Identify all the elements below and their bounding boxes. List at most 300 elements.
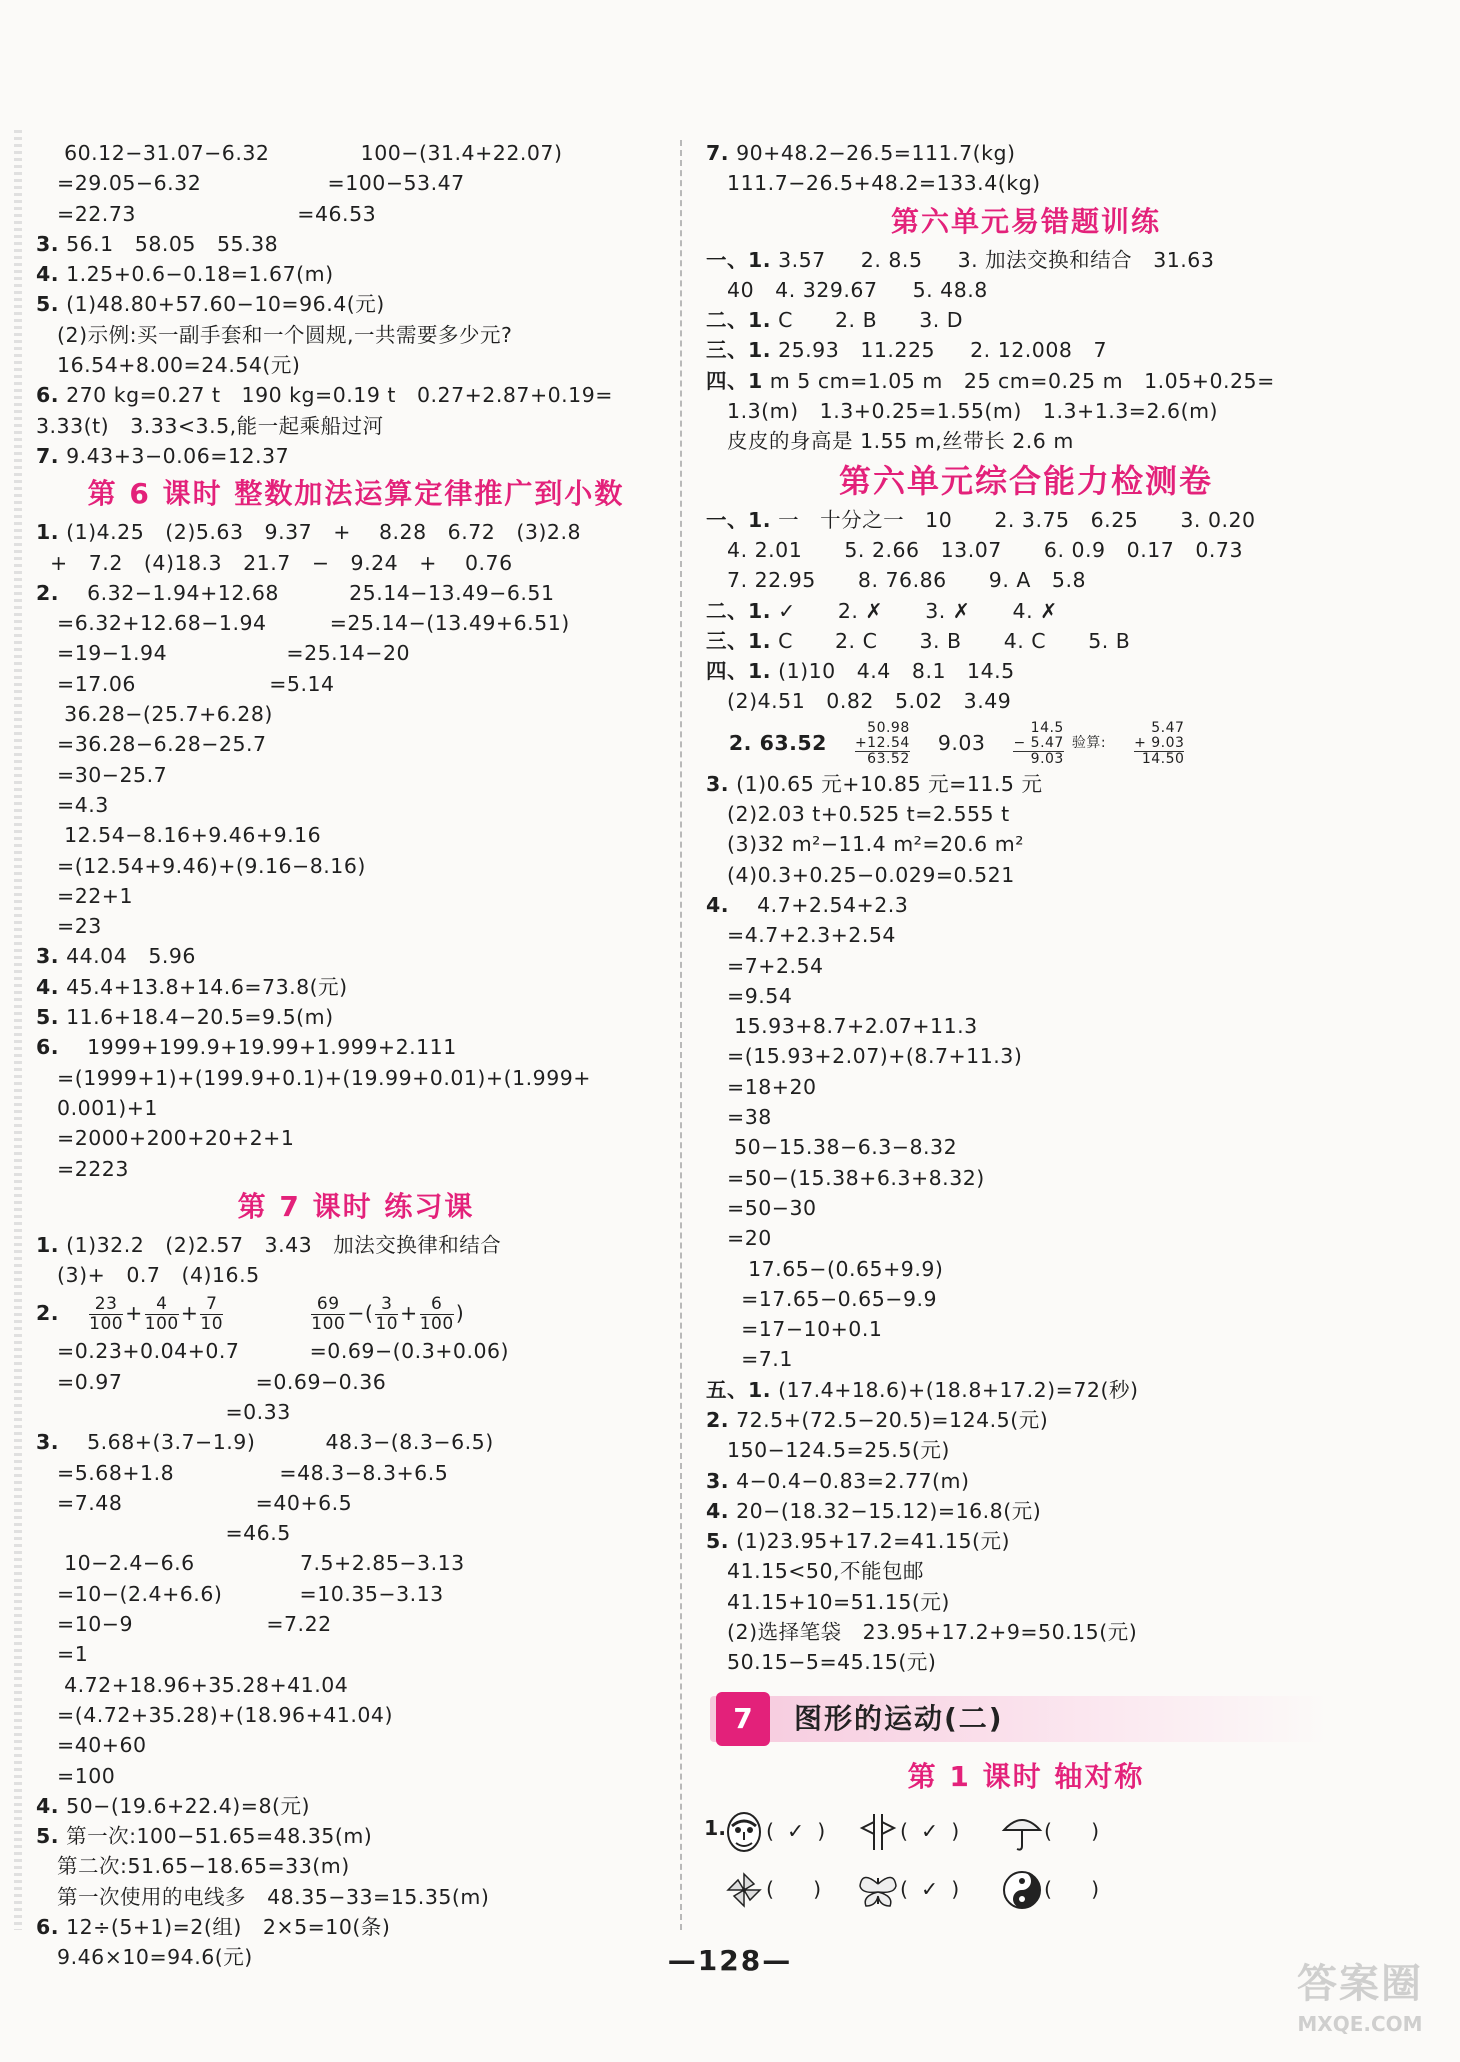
left-answer-line [36,320,676,350]
right-answer-line [706,1011,1346,1041]
answer-text: (1)10 4.4 8.1 14.5 [771,659,1015,684]
right-answer-line [706,1556,1346,1586]
operator: + [180,1301,199,1326]
answer-text: =38 [706,1105,772,1130]
question-number: 五、1. [706,1377,772,1402]
answer-text: 56.1 58.05 55.38 [59,231,279,256]
binding-edge [14,130,22,1930]
left-answer-line [36,699,676,729]
answer-mark: ( ✓ ) [766,1818,826,1843]
left-answer-line [36,1882,676,1912]
left-answer-line [36,1154,676,1184]
left-answer-line [36,548,676,578]
answer-text: 1.3(m) 1.3+0.25=1.55(m) 1.3+1.3=2.6(m) [706,399,1219,424]
answer-text: =40+60 [36,1733,147,1758]
section-heading: 第 7 课时 练习课 [237,1189,475,1223]
left-answer-line [36,1488,676,1518]
answer-text: 7. 22.95 8. 76.86 9. A 5.8 [706,568,1087,593]
right-answer-line [706,245,1346,275]
right-answer-line [706,769,1346,799]
section-heading: 第 1 课时 轴对称 [907,1759,1145,1793]
answer-text: =5.68+1.8 =48.3−8.3+6.5 [36,1460,449,1485]
answer-text: =23 [36,914,102,939]
right-answer-line [706,1314,1346,1344]
answer-mark: ( ) [1044,1876,1100,1901]
denominator: 100 [89,1313,124,1334]
stack-row: 14.50 [1141,750,1185,767]
answer-text: 10−2.4−6.6 7.5+2.85−3.13 [36,1551,465,1576]
axis-symmetry-question [706,1810,1346,1920]
left-answer-line [36,1821,676,1851]
answer-text: 9.43+3−0.06=12.37 [59,443,290,468]
right-answer-line [706,535,1346,565]
answer-text: =17.65−0.65−9.9 [706,1286,938,1311]
answer-text: =0.33 [36,1399,291,1424]
answer-text: 17.65−(0.65+9.9) [706,1256,944,1281]
answer-text: =18+20 [706,1074,817,1099]
question-number: 5. [706,1529,730,1554]
answer-text: 6.32−1.94+12.68 25.14−13.49−6.51 [59,580,555,605]
answer-text: 4.7+2.54+2.3 [729,892,909,917]
numerator: 3 [375,1295,398,1315]
right-answer-line [706,505,1346,535]
answer-text: 皮皮的身高是 1.55 m,丝带长 2.6 m [706,429,1074,454]
symmetry-item [1000,1810,1099,1854]
answer-text: (1)0.65 元+10.85 元=11.5 元 [729,771,1043,796]
stack-row: +12.54 [854,734,910,751]
right-answer-line [706,1223,1346,1253]
answer-mark: ( ) [1044,1818,1100,1843]
right-answer-line [706,335,1346,365]
fraction [200,1295,223,1334]
left-answer-line [36,851,676,881]
question-number: 6. [36,1035,60,1060]
question-number: 三、1. [706,338,772,363]
spacer [59,1301,87,1325]
question-number: 6. [36,1915,60,1940]
right-answer-line [706,396,1346,426]
left-answer-line [36,1851,676,1881]
right-answer-line [706,1072,1346,1102]
answer-text: 3.57 2. 8.5 3. 加法交换和结合 31.63 [771,247,1215,272]
left-answer-line [36,1397,676,1427]
operator: + [400,1301,418,1326]
denominator: 10 [200,1313,224,1334]
left-answer-line [36,1730,676,1760]
left-answer-line [36,1579,676,1609]
left-answer-line [36,1260,676,1290]
numerator: 6 [420,1295,454,1315]
right-answer-line [706,626,1346,656]
denominator: 100 [419,1313,454,1334]
right-answer-line [706,799,1346,829]
question-number: 5. [36,292,60,317]
left-answer-line [36,1639,676,1669]
right-answer-line [706,981,1346,1011]
answer-text: =1 [36,1642,89,1667]
answer-text: 4−0.4−0.83=2.77(m) [729,1468,970,1493]
operator: ) [455,1301,465,1326]
left-answer-line [36,1700,676,1730]
question-number: 3. [706,771,730,796]
answer-text: (1)23.95+17.2=41.15(元) [729,1529,1010,1554]
left-answer-line [36,941,676,971]
answer-text: 9.46×10=94.6(元) [36,1945,253,1970]
stack-row: 50.98 [867,719,910,736]
right-answer-line [706,1284,1346,1314]
question-number: 四、1. [706,659,772,684]
question-number: 7. [706,141,730,165]
answer-text: C 2. B 3. D [771,308,964,333]
answer-text: 4. 2.01 5. 2.66 13.07 6. 0.9 0.17 0.73 [706,537,1243,562]
answer-text: =(4.72+35.28)+(18.96+41.04) [36,1702,393,1727]
question-number: 4. [706,1498,730,1523]
right-answer-line [706,1344,1346,1374]
answer-text: =29.05−6.32 =100−53.47 [36,171,465,196]
answer-text: 50−(19.6+22.4)=8(元) [59,1793,311,1818]
right-answer-line [706,1647,1346,1677]
left-answer-line [36,1093,676,1123]
answer-text: =(12.54+9.46)+(9.16−8.16) [36,853,366,878]
answer-text: 1.25+0.6−0.18=1.67(m) [59,262,334,287]
answer-text: ✓ 2. ✗ 3. ✗ 4. ✗ [771,598,1058,623]
answer-text: (17.4+18.6)+(18.8+17.2)=72(秒) [771,1377,1139,1402]
answer-text: =7+2.54 [706,953,824,978]
question-number: 3. [36,1430,60,1455]
watermark-url: MXQE.COM [1297,2012,1423,2036]
right-answer-line [706,1163,1346,1193]
answer-text: (3)+ 0.7 (4)16.5 [36,1263,260,1288]
unit-number-badge: 7 [716,1692,770,1746]
answer-text: 270 kg=0.27 t 190 kg=0.19 t 0.27+2.87+0.19= [59,383,613,408]
section-heading: 第 6 课时 整数加法运算定律推广到小数 [87,477,625,511]
right-answer-line [706,1526,1346,1556]
left-answer-line [36,517,676,547]
answer-text: =20 [706,1226,772,1251]
fraction [375,1295,398,1334]
answer-text: (2)2.03 t+0.525 t=2.555 t [706,802,1010,827]
question-number: 二、1. [706,598,772,623]
right-answer-line [706,1102,1346,1132]
operator: −( [347,1301,374,1326]
answer-text: 50−15.38−6.3−8.32 [706,1135,958,1160]
left-answer-line [36,411,676,441]
right-answer-line [706,1132,1346,1162]
answer-text: =0.23+0.04+0.7 =0.69−(0.3+0.06) [36,1339,510,1364]
answer-text: 0.001)+1 [36,1095,158,1120]
answer-text: 15.93+8.7+2.07+11.3 [706,1014,978,1039]
left-answer-line [36,972,676,1002]
watermark-title: 答案圈 [1297,1961,1423,2007]
stack-row: + 9.03 [1134,734,1185,751]
answer-text: =50−(15.38+6.3+8.32) [706,1165,985,1190]
right-column [706,138,1346,1920]
answer-text: =7.48 =40+6.5 [36,1490,353,1515]
right-answer-line [706,1466,1346,1496]
left-column [36,138,676,1973]
answer-text: 11.6+18.4−20.5=9.5(m) [59,1005,334,1030]
answer-text: 第二次:51.65−18.65=33(m) [36,1854,350,1879]
right-answer-line [706,305,1346,335]
answer-text: =30−25.7 [36,762,168,787]
answer-text: 50.15−5=45.15(元) [706,1650,937,1675]
right-answer-line [706,426,1346,456]
left-answer-line [36,1123,676,1153]
umbrella-icon [1000,1810,1044,1854]
answer-text: =22+1 [36,883,134,908]
left-answer-line [36,1032,676,1062]
answer-mark: ( ✓ ) [900,1876,960,1901]
right-answer-line [706,686,1346,716]
spacer [225,1301,309,1325]
answer-text: =9.54 [706,983,793,1008]
right-answer-line [706,1435,1346,1465]
arrow-sign-icon [856,1810,900,1854]
question-number: 3. [706,1468,730,1493]
section-heading: 第六单元综合能力检测卷 [838,461,1213,500]
answer-text: 3.33(t) 3.33<3.5,能一起乘船过河 [36,413,384,438]
site-watermark [1280,1958,1440,2042]
answer-text: (1)32.2 (2)2.57 3.43 加法交换律和结合 [59,1232,502,1257]
answer-text: (3)32 m²−11.4 m²=20.6 m² [706,832,1024,857]
question-number: 4. [36,1793,60,1818]
right-answer-line [706,1617,1346,1647]
fraction [89,1295,123,1334]
answer-text: 12÷(5+1)=2(组) 2×5=10(条) [59,1915,391,1940]
left-answer-line [36,1791,676,1821]
question-number: 2. [36,580,60,605]
vertical-addition [855,721,910,767]
pinwheel-icon [722,1868,766,1912]
answer-text: =4.3 [36,792,109,817]
answer-text: m 5 cm=1.05 m 25 cm=0.25 m 1.05+0.25= [762,368,1275,393]
question-number: 3. [36,231,60,256]
question-number: 一、1. [706,507,772,532]
left-answer-line [36,760,676,790]
answer-text: =50−30 [706,1195,817,1220]
left-answer-line [36,1063,676,1093]
answer-text: 12.54−8.16+9.46+9.16 [36,823,322,848]
right-answer-line [706,366,1346,396]
left-answer-line [36,1670,676,1700]
answer-text: =22.73 =46.53 [36,201,377,226]
answer-text: (2)选择笔袋 23.95+17.2+9=50.15(元) [706,1620,1138,1645]
left-answer-line [36,638,676,668]
left-answer-line [36,1367,676,1397]
answer-text: =17−10+0.1 [706,1317,883,1342]
left-answer-line [36,729,676,759]
answer-text: 60.12−31.07−6.32 100−(31.4+22.07) [36,141,563,165]
question-number: 1. [36,520,60,545]
left-answer-line [36,911,676,941]
answer-text: 4.72+18.96+35.28+41.04 [36,1672,349,1697]
answer-text: 9.03 [909,730,986,755]
column-divider [680,140,682,1930]
right-answer-line [706,596,1346,626]
answer-text: 41.15+10=51.15(元) [706,1589,950,1614]
answer-text: 25.93 11.225 2. 12.008 7 [771,338,1108,363]
left-answer-line [36,1548,676,1578]
left-answer-line [36,1761,676,1791]
question-number: 5. [36,1824,60,1849]
yin-yang-icon [1000,1868,1044,1912]
left-answer-line [36,1609,676,1639]
left-answer-line [36,1912,676,1942]
answer-text: =7.1 [706,1347,793,1372]
denominator: 100 [311,1313,346,1334]
question-number: 4. [36,974,60,999]
answer-text: 16.54+8.00=24.54(元) [36,353,301,378]
right-answer-line [706,138,1346,168]
answer-text: =46.5 [36,1521,291,1546]
answer-text: 第一次使用的电线多 48.35−33=15.35(m) [36,1884,490,1909]
unit-7-banner [710,1692,1346,1746]
butterfly-icon [856,1868,900,1912]
question-number: 2. [36,1301,60,1326]
answer-text: =19−1.94 =25.14−20 [36,641,411,666]
numerator: 4 [145,1295,179,1315]
symmetry-item [856,1868,959,1912]
answer-text: (1)4.25 (2)5.63 9.37 + 8.28 6.72 (3)2.8 [59,520,582,545]
question-number: 7. [36,443,60,468]
answer-text: 20−(18.32−15.12)=16.8(元) [729,1498,1042,1523]
answer-text: 5.68+(3.7−1.9) 48.3−(8.3−6.5) [59,1430,494,1455]
stack-row: 63.52 [867,750,910,767]
left-answer-line [36,1458,676,1488]
answer-text: =0.97 =0.69−0.36 [36,1369,387,1394]
answer-text: =36.28−6.28−25.7 [36,732,267,757]
fraction [145,1295,179,1334]
stack-row: 5.47 [1151,719,1185,736]
question-number: 1. [704,1815,727,1840]
left-answer-line [36,289,676,319]
right-answer-line [706,829,1346,859]
question-number: 二、1. [706,308,772,333]
left-answer-line [36,350,676,380]
left-answer-line [36,790,676,820]
question-number: 3. [36,944,60,969]
fraction [420,1295,454,1334]
section-heading: 第六单元易错题训练 [890,204,1161,238]
denominator: 100 [144,1313,179,1334]
answer-mark: ( ) [766,1876,822,1901]
right-answer-line [706,1041,1346,1071]
right-answer-line [706,890,1346,920]
left-answer-line [36,229,676,259]
question-number: 2. [706,1407,730,1432]
left-answer-line [36,669,676,699]
left-answer-line [36,1336,676,1366]
answer-text: 40 4. 329.67 5. 48.8 [706,277,988,302]
fraction-expression-line [36,1290,676,1336]
answer-text: (1)48.80+57.60−10=96.4(元) [59,292,385,317]
answer-text: 41.15<50,不能包邮 [706,1559,925,1584]
answer-text: (4)0.3+0.25−0.029=0.521 [706,862,1015,887]
answer-text: C 2. C 3. B 4. C 5. B [771,628,1131,653]
answer-text: =(1999+1)+(199.9+0.1)+(19.99+0.01)+(1.999+ [36,1065,591,1090]
answer-text: (2)4.51 0.82 5.02 3.49 [706,689,1012,714]
answer-text: 一 十分之一 10 2. 3.75 6.25 3. 0.20 [771,507,1256,532]
left-answer-line [36,199,676,229]
answer-text: 45.4+13.8+14.6=73.8(元) [59,974,348,999]
page-number: —128— [667,1944,793,1977]
stack-row: 14.5 [1030,719,1064,736]
answer-text: 90+48.2−26.5=111.7(kg) [729,141,1016,165]
question-number: 2. 63.52 [706,730,827,755]
symmetry-item [1000,1868,1099,1912]
numerator: 69 [311,1295,345,1315]
answer-text: =4.7+2.3+2.54 [706,923,896,948]
question-number: 4. [706,892,730,917]
symmetry-item [856,1810,959,1854]
stack-row: 9.03 [1030,750,1064,767]
left-answer-line [36,1427,676,1457]
symmetry-item [722,1810,825,1854]
opera-mask-icon [722,1810,766,1854]
left-answer-line [36,578,676,608]
answer-text: 44.04 5.96 [59,944,196,969]
answer-text: =2000+200+20+2+1 [36,1126,295,1151]
answer-mark: ( ✓ ) [900,1818,960,1843]
question-number: 一、1. [706,247,772,272]
answer-text: 36.28−(25.7+6.28) [36,702,273,727]
right-answer-line [706,1496,1346,1526]
answer-text: =10−(2.4+6.6) =10.35−3.13 [36,1581,444,1606]
right-answer-line [706,1405,1346,1435]
left-answer-line [36,881,676,911]
question-number: 5. [36,1005,60,1030]
answer-text: (2)示例:买一副手套和一个圆规,一共需要多少元? [36,322,513,347]
right-answer-line [706,1254,1346,1284]
right-answer-line [706,656,1346,686]
stack-row: − 5.47 [1013,734,1064,751]
answer-text: =(15.93+2.07)+(8.7+11.3) [706,1044,1023,1069]
vertical-calculation-line [706,717,1346,769]
left-answer-line [36,1518,676,1548]
answer-text: + 7.2 (4)18.3 21.7 − 9.24 + 0.76 [36,550,513,575]
question-number: 4. [36,262,60,287]
symmetry-item [722,1868,821,1912]
answer-text: =2223 [36,1156,129,1181]
fraction [311,1295,345,1334]
right-answer-line [706,1587,1346,1617]
left-answer-line [36,820,676,850]
left-answer-line [36,441,676,471]
left-answer-line [36,138,676,168]
right-answer-line [706,920,1346,950]
answer-text: 111.7−26.5+48.2=133.4(kg) [706,171,1041,196]
answer-text: 第一次:100−51.65=48.35(m) [59,1824,373,1849]
vertical-subtraction [1013,721,1063,767]
right-answer-line [706,275,1346,305]
left-answer-line [36,168,676,198]
answer-text: =100 [36,1763,116,1788]
check-label: 验算: [1071,735,1107,752]
vertical-check [1134,721,1184,767]
answer-text: =6.32+12.68−1.94 =25.14−(13.49+6.51) [36,611,570,636]
right-answer-line [706,1193,1346,1223]
question-number: 四、1 [706,368,763,393]
left-answer-line [36,1002,676,1032]
unit-title: 图形的运动(二) [794,1701,1004,1735]
left-answer-line [36,259,676,289]
numerator: 7 [200,1295,223,1315]
right-answer-line [706,951,1346,981]
answer-text: 150−124.5=25.5(元) [706,1438,950,1463]
answer-text: 72.5+(72.5−20.5)=124.5(元) [729,1407,1049,1432]
answer-text: 1999+199.9+19.99+1.999+2.111 [59,1035,457,1060]
right-answer-line [706,565,1346,595]
